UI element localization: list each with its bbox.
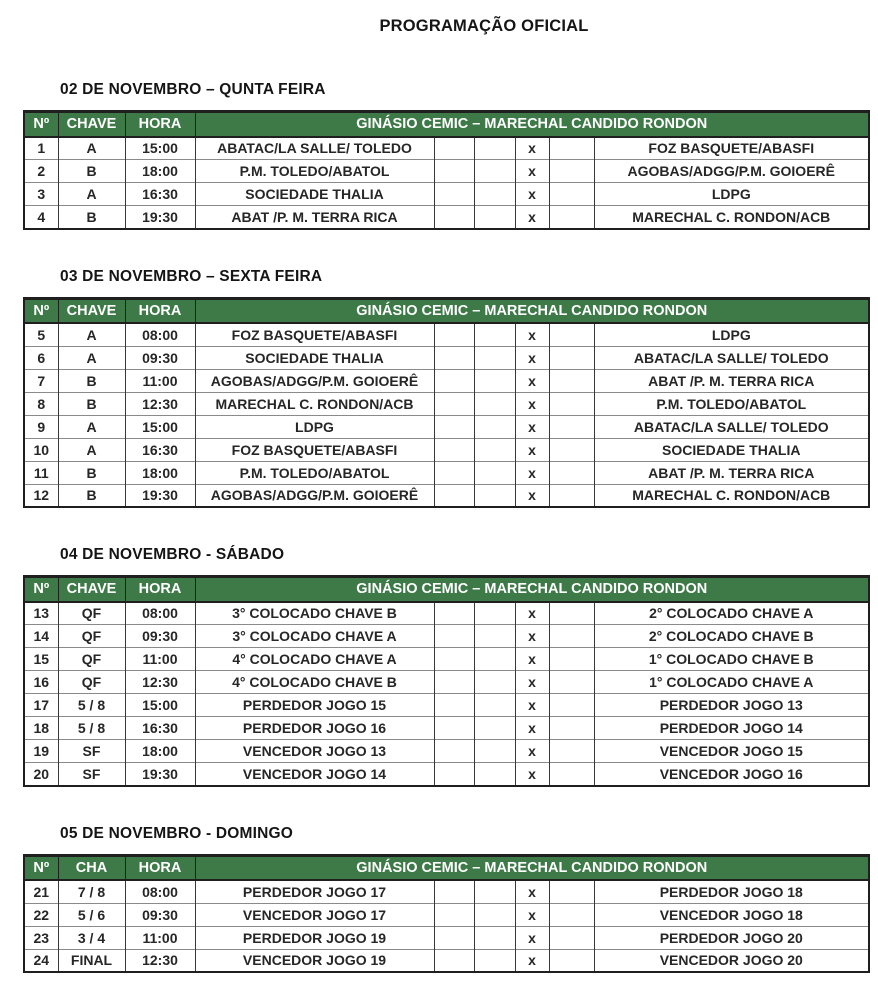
game-number: 4: [24, 206, 58, 229]
vs-mark: x: [515, 717, 549, 740]
score-home-cell: [434, 484, 474, 507]
score-home-cell: [434, 369, 474, 392]
game-number: 14: [24, 625, 58, 648]
team-home: VENCEDOR JOGO 19: [195, 949, 434, 972]
team-home: VENCEDOR JOGO 14: [195, 763, 434, 786]
score-away-cell: [549, 903, 594, 926]
game-number: 19: [24, 740, 58, 763]
score-away-cell: [549, 949, 594, 972]
game-hora: 11:00: [125, 369, 195, 392]
game-hora: 08:00: [125, 323, 195, 346]
team-away: PERDEDOR JOGO 20: [594, 926, 869, 949]
team-away: 2° COLOCADO CHAVE B: [594, 625, 869, 648]
team-away: 2° COLOCADO CHAVE A: [594, 602, 869, 625]
game-hora: 12:30: [125, 392, 195, 415]
game-row: [24, 880, 869, 903]
game-number: 10: [24, 438, 58, 461]
team-away: VENCEDOR JOGO 20: [594, 949, 869, 972]
team-away: VENCEDOR JOGO 16: [594, 763, 869, 786]
game-chave: B: [58, 206, 125, 229]
game-chave: A: [58, 346, 125, 369]
schedule-table: [23, 854, 870, 974]
team-away: AGOBAS/ADGG/P.M. GOIOERÊ: [594, 160, 869, 183]
score-blank-cell: [474, 438, 515, 461]
score-blank-cell: [474, 137, 515, 160]
schedule-table: [23, 110, 870, 230]
score-home-cell: [434, 137, 474, 160]
team-home: PERDEDOR JOGO 17: [195, 880, 434, 903]
score-away-cell: [549, 926, 594, 949]
score-home-cell: [434, 740, 474, 763]
team-home: LDPG: [195, 415, 434, 438]
score-home-cell: [434, 763, 474, 786]
day-section: [0, 81, 878, 230]
score-away-cell: [549, 484, 594, 507]
game-hora: 19:30: [125, 763, 195, 786]
team-home: SOCIEDADE THALIA: [195, 346, 434, 369]
vs-mark: x: [515, 602, 549, 625]
game-row: [24, 926, 869, 949]
team-home: P.M. TOLEDO/ABATOL: [195, 160, 434, 183]
schedule-table: [23, 297, 870, 509]
team-away: VENCEDOR JOGO 15: [594, 740, 869, 763]
vs-mark: x: [515, 137, 549, 160]
score-home-cell: [434, 625, 474, 648]
col-header-chave: CHAVE: [58, 577, 125, 602]
game-number: 3: [24, 183, 58, 206]
col-header-hora: HORA: [125, 577, 195, 602]
vs-mark: x: [515, 625, 549, 648]
score-home-cell: [434, 926, 474, 949]
score-away-cell: [549, 740, 594, 763]
score-home-cell: [434, 206, 474, 229]
game-hora: 09:30: [125, 346, 195, 369]
team-away: LDPG: [594, 323, 869, 346]
score-home-cell: [434, 160, 474, 183]
game-hora: 18:00: [125, 461, 195, 484]
game-chave: A: [58, 415, 125, 438]
game-row: [24, 717, 869, 740]
score-home-cell: [434, 323, 474, 346]
col-header-venue: GINÁSIO CEMIC – MARECHAL CANDIDO RONDON: [195, 577, 869, 602]
score-away-cell: [549, 137, 594, 160]
game-chave: A: [58, 323, 125, 346]
team-away: FOZ BASQUETE/ABASFI: [594, 137, 869, 160]
score-home-cell: [434, 717, 474, 740]
game-row: [24, 206, 869, 229]
team-home: P.M. TOLEDO/ABATOL: [195, 461, 434, 484]
score-home-cell: [434, 671, 474, 694]
score-home-cell: [434, 694, 474, 717]
score-away-cell: [549, 671, 594, 694]
game-row: [24, 671, 869, 694]
section-heading: 05 DE NOVEMBRO - DOMINGO: [60, 824, 294, 842]
score-blank-cell: [474, 160, 515, 183]
score-home-cell: [434, 183, 474, 206]
score-home-cell: [434, 648, 474, 671]
score-blank-cell: [474, 346, 515, 369]
game-number: 20: [24, 763, 58, 786]
team-home: 3° COLOCADO CHAVE B: [195, 602, 434, 625]
score-away-cell: [549, 625, 594, 648]
score-away-cell: [549, 160, 594, 183]
team-away: P.M. TOLEDO/ABATOL: [594, 392, 869, 415]
game-number: 11: [24, 461, 58, 484]
game-row: [24, 949, 869, 972]
score-blank-cell: [474, 648, 515, 671]
game-chave: QF: [58, 671, 125, 694]
score-blank-cell: [474, 926, 515, 949]
game-hora: 18:00: [125, 160, 195, 183]
game-chave: QF: [58, 625, 125, 648]
game-row: [24, 438, 869, 461]
score-blank-cell: [474, 625, 515, 648]
team-home: PERDEDOR JOGO 15: [195, 694, 434, 717]
game-row: [24, 137, 869, 160]
game-row: [24, 183, 869, 206]
vs-mark: x: [515, 484, 549, 507]
game-hora: 15:00: [125, 694, 195, 717]
col-header-num: Nº: [24, 855, 58, 880]
team-away: ABATAC/LA SALLE/ TOLEDO: [594, 415, 869, 438]
game-chave: B: [58, 484, 125, 507]
score-blank-cell: [474, 392, 515, 415]
team-away: ABAT /P. M. TERRA RICA: [594, 369, 869, 392]
vs-mark: x: [515, 880, 549, 903]
score-home-cell: [434, 880, 474, 903]
game-chave: 5 / 6: [58, 903, 125, 926]
score-blank-cell: [474, 183, 515, 206]
team-away: 1° COLOCADO CHAVE B: [594, 648, 869, 671]
schedule-table: [23, 575, 870, 787]
score-home-cell: [434, 438, 474, 461]
col-header-chave: CHAVE: [58, 298, 125, 323]
team-home: MARECHAL C. RONDON/ACB: [195, 392, 434, 415]
schedule-sections: [0, 81, 878, 973]
score-away-cell: [549, 346, 594, 369]
score-away-cell: [549, 206, 594, 229]
score-away-cell: [549, 438, 594, 461]
vs-mark: x: [515, 763, 549, 786]
game-row: [24, 625, 869, 648]
vs-mark: x: [515, 346, 549, 369]
vs-mark: x: [515, 392, 549, 415]
table-body: [24, 137, 869, 229]
team-home: ABAT /P. M. TERRA RICA: [195, 206, 434, 229]
vs-mark: x: [515, 903, 549, 926]
vs-mark: x: [515, 160, 549, 183]
score-away-cell: [549, 369, 594, 392]
game-chave: B: [58, 160, 125, 183]
game-row: [24, 602, 869, 625]
team-home: SOCIEDADE THALIA: [195, 183, 434, 206]
score-away-cell: [549, 648, 594, 671]
game-hora: 12:30: [125, 949, 195, 972]
game-chave: A: [58, 438, 125, 461]
score-away-cell: [549, 183, 594, 206]
score-blank-cell: [474, 461, 515, 484]
vs-mark: x: [515, 206, 549, 229]
col-header-num: Nº: [24, 577, 58, 602]
game-chave: 7 / 8: [58, 880, 125, 903]
vs-mark: x: [515, 648, 549, 671]
team-home: 4° COLOCADO CHAVE A: [195, 648, 434, 671]
game-number: 15: [24, 648, 58, 671]
score-blank-cell: [474, 740, 515, 763]
game-number: 13: [33, 605, 50, 622]
game-chave: 3 / 4: [58, 926, 125, 949]
score-home-cell: [434, 346, 474, 369]
score-blank-cell: [474, 880, 515, 903]
game-hora: 11:00: [125, 926, 195, 949]
score-blank-cell: [474, 484, 515, 507]
vs-mark: x: [515, 926, 549, 949]
score-blank-cell: [474, 671, 515, 694]
game-number: 22: [24, 903, 58, 926]
game-number: 23: [24, 926, 58, 949]
vs-mark: x: [515, 323, 549, 346]
game-row: [24, 369, 869, 392]
team-home: AGOBAS/ADGG/P.M. GOIOERÊ: [195, 484, 434, 507]
table-body: [24, 880, 869, 972]
vs-mark: x: [515, 694, 549, 717]
game-chave: A: [58, 137, 125, 160]
game-number: 9: [24, 415, 58, 438]
score-blank-cell: [474, 206, 515, 229]
team-away: PERDEDOR JOGO 13: [594, 694, 869, 717]
game-row: [24, 392, 869, 415]
game-number: 12: [24, 484, 58, 507]
table-body: [24, 602, 869, 786]
game-number: 2: [24, 160, 58, 183]
game-hora: 16:30: [125, 438, 195, 461]
team-home: FOZ BASQUETE/ABASFI: [195, 323, 434, 346]
col-header-venue: GINÁSIO CEMIC – MARECHAL CANDIDO RONDON: [195, 855, 869, 880]
game-chave: B: [58, 392, 125, 415]
game-number: 21: [33, 883, 50, 900]
game-hora: 19:30: [125, 206, 195, 229]
score-home-cell: [434, 903, 474, 926]
game-row: [24, 648, 869, 671]
game-row: [24, 461, 869, 484]
game-row: [24, 484, 869, 507]
page-title: PROGRAMAÇÃO OFICIAL: [379, 17, 589, 35]
score-away-cell: [549, 392, 594, 415]
game-row: [24, 415, 869, 438]
score-blank-cell: [474, 323, 515, 346]
table-header-row: [24, 577, 869, 602]
game-row: [24, 160, 869, 183]
team-away: PERDEDOR JOGO 18: [594, 880, 869, 903]
col-header-venue: GINÁSIO CEMIC – MARECHAL CANDIDO RONDON: [195, 112, 869, 137]
score-away-cell: [549, 880, 594, 903]
game-number: 5: [37, 326, 46, 343]
team-home: 3° COLOCADO CHAVE A: [195, 625, 434, 648]
game-number: 17: [24, 694, 58, 717]
score-away-cell: [549, 323, 594, 346]
team-home: PERDEDOR JOGO 16: [195, 717, 434, 740]
score-away-cell: [549, 763, 594, 786]
score-away-cell: [549, 461, 594, 484]
game-chave: SF: [58, 740, 125, 763]
game-chave: B: [58, 461, 125, 484]
team-away: MARECHAL C. RONDON/ACB: [594, 484, 869, 507]
day-section: [0, 546, 878, 787]
team-away: LDPG: [594, 183, 869, 206]
section-heading: 03 DE NOVEMBRO – SEXTA FEIRA: [60, 267, 323, 285]
col-header-num: Nº: [24, 112, 58, 137]
vs-mark: x: [515, 949, 549, 972]
game-number: 6: [24, 346, 58, 369]
game-hora: 18:00: [125, 740, 195, 763]
game-chave: QF: [58, 602, 125, 625]
score-blank-cell: [474, 903, 515, 926]
vs-mark: x: [515, 740, 549, 763]
day-section: [0, 268, 878, 509]
vs-mark: x: [515, 183, 549, 206]
score-home-cell: [434, 392, 474, 415]
game-row: [24, 346, 869, 369]
vs-mark: x: [515, 415, 549, 438]
game-row: [24, 740, 869, 763]
game-row: [24, 903, 869, 926]
game-hora: 15:00: [125, 137, 195, 160]
game-number: 7: [24, 369, 58, 392]
vs-mark: x: [515, 438, 549, 461]
game-hora: 16:30: [125, 717, 195, 740]
team-away: PERDEDOR JOGO 14: [594, 717, 869, 740]
game-row: [24, 763, 869, 786]
score-home-cell: [434, 602, 474, 625]
game-number: 8: [24, 392, 58, 415]
game-chave: A: [58, 183, 125, 206]
game-chave: QF: [58, 648, 125, 671]
score-blank-cell: [474, 763, 515, 786]
score-blank-cell: [474, 369, 515, 392]
team-home: VENCEDOR JOGO 17: [195, 903, 434, 926]
score-blank-cell: [474, 602, 515, 625]
game-row: [24, 323, 869, 346]
vs-mark: x: [515, 461, 549, 484]
game-chave: B: [58, 369, 125, 392]
team-away: SOCIEDADE THALIA: [594, 438, 869, 461]
col-header-hora: HORA: [125, 112, 195, 137]
team-away: ABATAC/LA SALLE/ TOLEDO: [594, 346, 869, 369]
score-home-cell: [434, 949, 474, 972]
score-home-cell: [434, 415, 474, 438]
game-row: [24, 694, 869, 717]
table-header-row: [24, 298, 869, 323]
score-blank-cell: [474, 949, 515, 972]
day-section: [0, 825, 878, 974]
team-away: ABAT /P. M. TERRA RICA: [594, 461, 869, 484]
team-home: PERDEDOR JOGO 19: [195, 926, 434, 949]
game-chave: SF: [58, 763, 125, 786]
team-home: ABATAC/LA SALLE/ TOLEDO: [195, 137, 434, 160]
team-away: 1° COLOCADO CHAVE A: [594, 671, 869, 694]
team-home: 4° COLOCADO CHAVE B: [195, 671, 434, 694]
game-chave: 5 / 8: [58, 717, 125, 740]
col-header-hora: HORA: [125, 855, 195, 880]
col-header-venue: GINÁSIO CEMIC – MARECHAL CANDIDO RONDON: [195, 298, 869, 323]
score-away-cell: [549, 694, 594, 717]
table-body: [24, 323, 869, 507]
game-number: 1: [37, 140, 46, 157]
score-blank-cell: [474, 694, 515, 717]
game-hora: 19:30: [125, 484, 195, 507]
score-away-cell: [549, 602, 594, 625]
team-away: VENCEDOR JOGO 18: [594, 903, 869, 926]
game-number: 16: [24, 671, 58, 694]
game-number: 18: [24, 717, 58, 740]
score-home-cell: [434, 461, 474, 484]
team-home: AGOBAS/ADGG/P.M. GOIOERÊ: [195, 369, 434, 392]
game-hora: 15:00: [125, 415, 195, 438]
section-heading: 02 DE NOVEMBRO – QUNTA FEIRA: [60, 81, 326, 98]
game-hora: 16:30: [125, 183, 195, 206]
vs-mark: x: [515, 671, 549, 694]
team-home: VENCEDOR JOGO 13: [195, 740, 434, 763]
game-number: 24: [24, 949, 58, 972]
game-hora: 08:00: [125, 880, 195, 903]
col-header-hora: HORA: [125, 298, 195, 323]
col-header-num: Nº: [24, 298, 58, 323]
game-chave: 5 / 8: [58, 694, 125, 717]
col-header-chave: CHA: [58, 855, 125, 880]
game-hora: 09:30: [125, 903, 195, 926]
game-hora: 09:30: [125, 625, 195, 648]
score-blank-cell: [474, 415, 515, 438]
team-home: FOZ BASQUETE/ABASFI: [195, 438, 434, 461]
game-hora: 08:00: [125, 602, 195, 625]
game-hora: 12:30: [125, 671, 195, 694]
col-header-chave: CHAVE: [58, 112, 125, 137]
vs-mark: x: [515, 369, 549, 392]
section-heading: 04 DE NOVEMBRO - SÁBADO: [60, 546, 285, 563]
game-hora: 11:00: [125, 648, 195, 671]
score-away-cell: [549, 415, 594, 438]
team-away: MARECHAL C. RONDON/ACB: [594, 206, 869, 229]
table-header-row: [24, 855, 869, 880]
table-header-row: [24, 112, 869, 137]
score-blank-cell: [474, 717, 515, 740]
score-away-cell: [549, 717, 594, 740]
game-chave: FINAL: [58, 949, 125, 972]
